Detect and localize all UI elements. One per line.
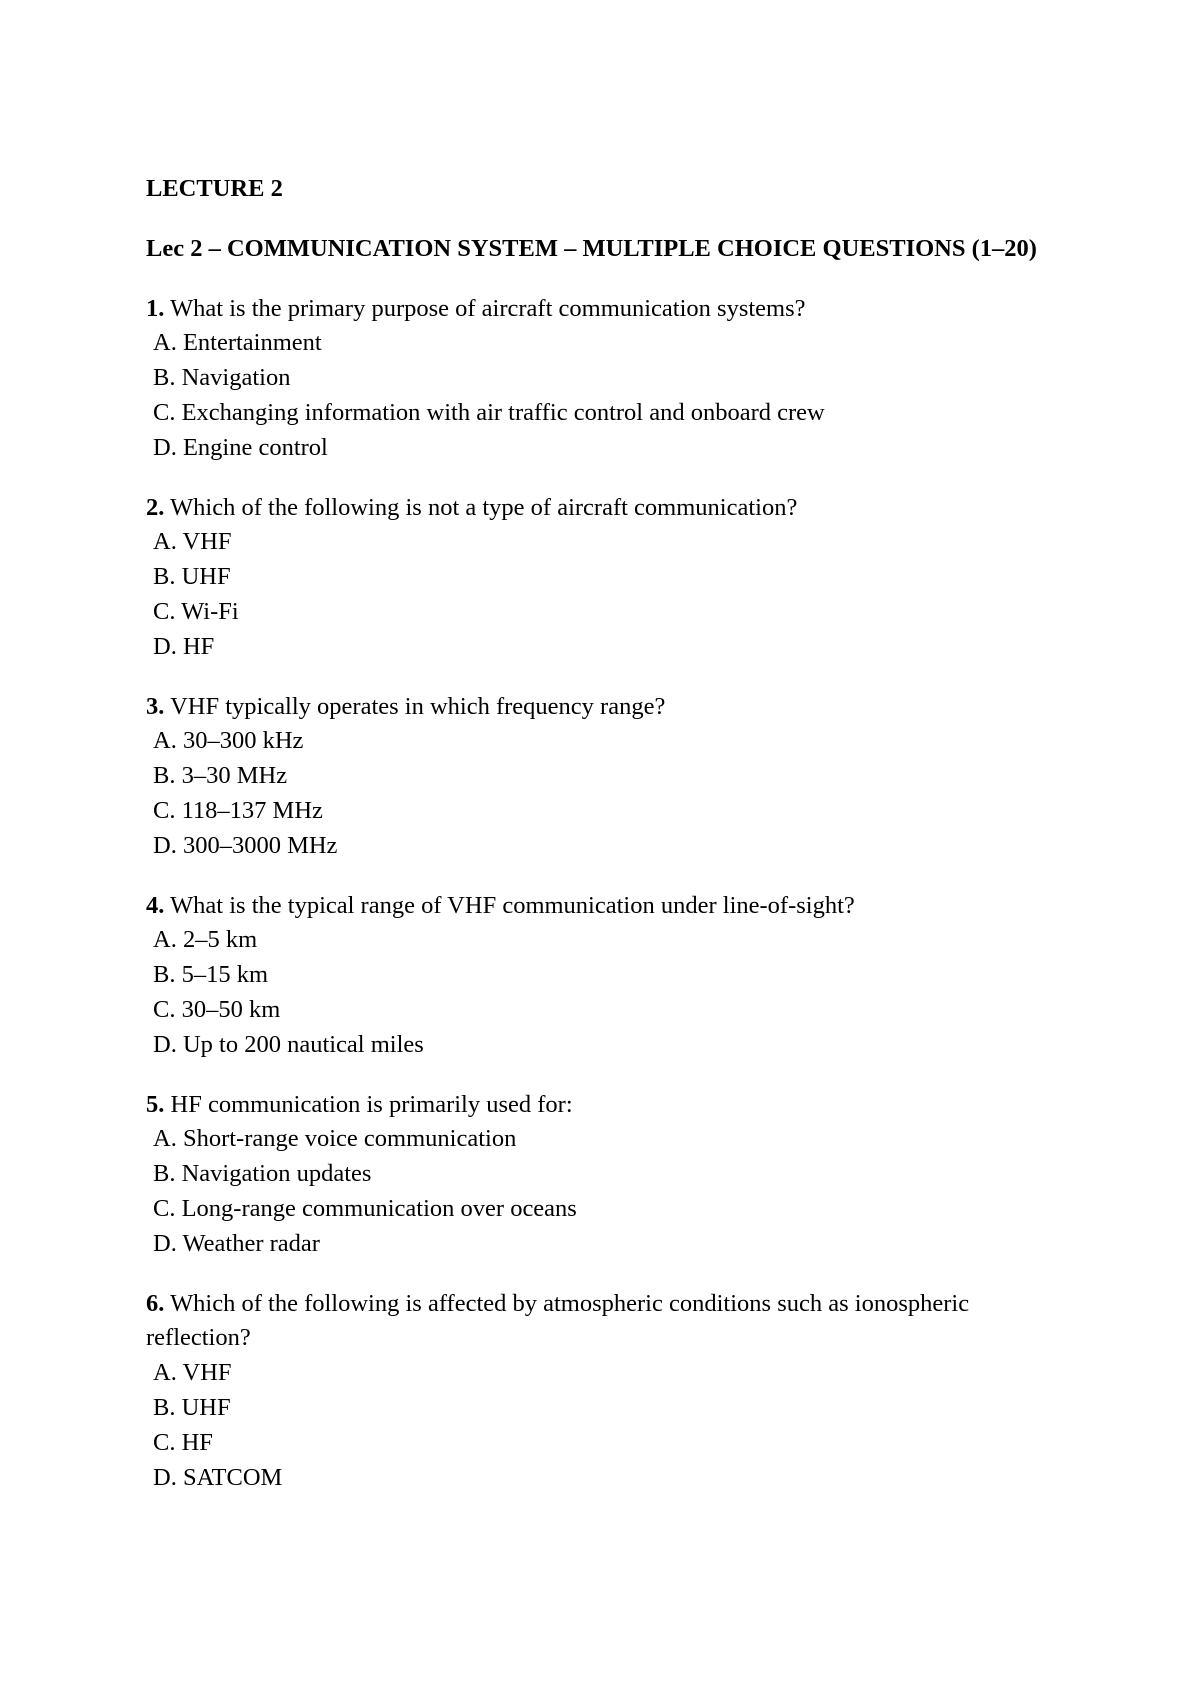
option-d: D. 300–3000 MHz [153, 831, 338, 859]
option-a: A. 2–5 km [153, 926, 258, 954]
option-b: B. 3–30 MHz [153, 762, 288, 790]
option-d: D. Engine control [153, 433, 328, 461]
question-stem [146, 292, 1066, 327]
question-6 [146, 1287, 1066, 1496]
question-number: 6. [146, 1289, 165, 1317]
question-text: What is the typical range of VHF communication under line-of-sight? [170, 891, 855, 919]
option-a: A. Short-range voice communication [153, 1125, 517, 1153]
option-c: C. Exchanging information with air traffic control and onboard crew [153, 398, 825, 426]
question-number: 3. [146, 692, 165, 720]
question-stem [146, 690, 1066, 725]
question-number: 4. [146, 891, 165, 919]
option-b: B. 5–15 km [153, 961, 269, 989]
question-4 [146, 889, 1066, 1063]
question-stem [146, 1287, 1066, 1357]
option-b: B. Navigation [153, 364, 291, 392]
question-text: HF communication is primarily used for: [170, 1090, 573, 1118]
option-b: B. UHF [153, 563, 231, 591]
option-b: B. Navigation updates [153, 1160, 372, 1188]
question-text: What is the primary purpose of aircraft communication systems? [170, 294, 806, 322]
lecture-heading: LECTURE 2 [146, 175, 283, 202]
option-list [146, 1122, 1066, 1261]
question-3 [146, 690, 1066, 864]
option-a: A. 30–300 kHz [153, 727, 304, 755]
option-list [146, 923, 1066, 1062]
question-number: 2. [146, 493, 165, 521]
option-c: C. HF [153, 1428, 213, 1456]
question-stem [146, 491, 1066, 526]
option-list [146, 326, 1066, 465]
question-text: VHF typically operates in which frequency range? [170, 692, 666, 720]
option-a: A. VHF [153, 1359, 232, 1387]
option-d: D. HF [153, 632, 215, 660]
section-title: Lec 2 – COMMUNICATION SYSTEM – MULTIPLE CHOICE QUESTIONS (1–20) [146, 234, 1037, 262]
option-b: B. UHF [153, 1393, 231, 1421]
option-a: A. VHF [153, 528, 232, 556]
option-c: C. Long-range communication over oceans [153, 1194, 577, 1222]
option-a: A. Entertainment [153, 329, 322, 357]
document-content [146, 172, 1066, 1520]
option-d: D. Up to 200 nautical miles [153, 1030, 424, 1058]
option-c: C. 118–137 MHz [153, 796, 323, 824]
question-stem [146, 889, 1066, 924]
question-text: Which of the following is not a type of aircraft communication? [170, 493, 798, 521]
option-list [146, 1356, 1066, 1495]
option-d: D. SATCOM [153, 1463, 283, 1491]
question-stem [146, 1088, 1066, 1123]
question-number: 5. [146, 1090, 165, 1118]
question-5 [146, 1088, 1066, 1262]
question-text: Which of the following is affected by atmospheric conditions such as ionospheric reflection? [146, 1289, 970, 1352]
option-list [146, 724, 1066, 863]
question-2 [146, 491, 1066, 665]
option-c: C. Wi-Fi [153, 597, 239, 625]
question-number: 1. [146, 294, 165, 322]
option-c: C. 30–50 km [153, 995, 281, 1023]
question-1 [146, 292, 1066, 466]
option-d: D. Weather radar [153, 1229, 320, 1257]
option-list [146, 525, 1066, 664]
